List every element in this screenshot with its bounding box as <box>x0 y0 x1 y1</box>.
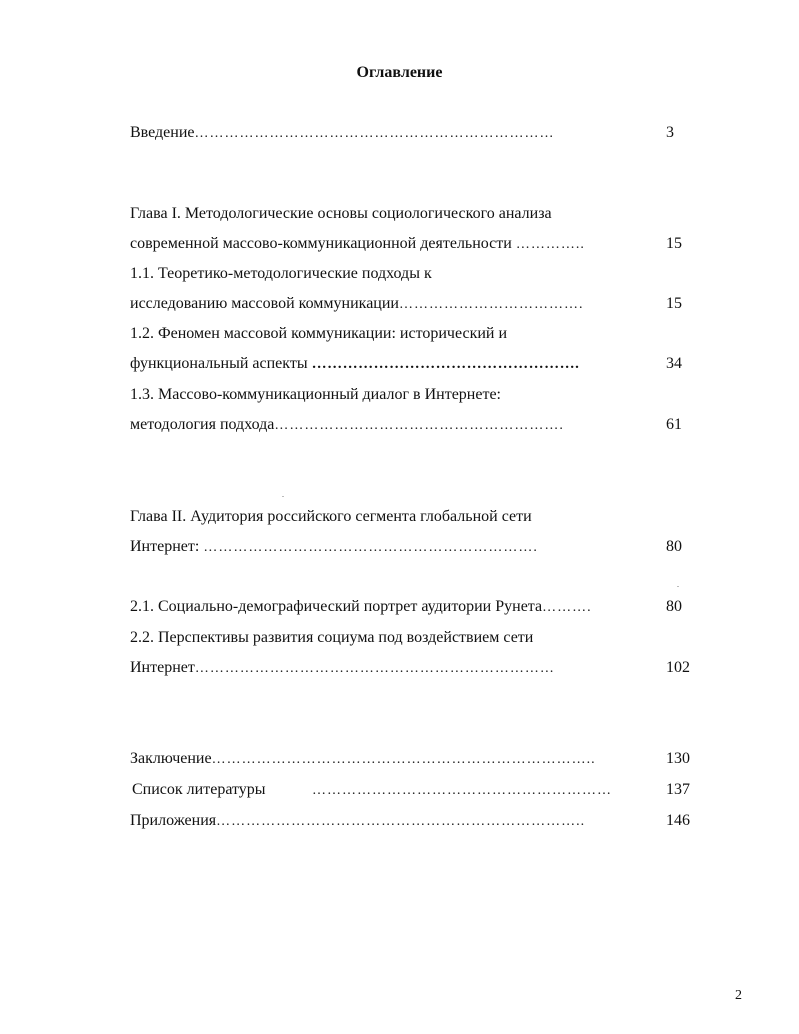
toc-entry-s12-line2 <box>130 354 579 374</box>
toc-entry-references: Список литературы <box>132 781 266 798</box>
toc-entry-text: Интернет: <box>130 538 200 555</box>
toc-entry-text: исследованию массовой коммуникации <box>130 295 399 312</box>
leader-dots: ……………………………………………………………… <box>194 126 555 141</box>
toc-entry-text: 2.1. Социально-демографический портрет аудитории Рунета <box>130 598 543 615</box>
toc-entry-text: Заключение <box>130 750 212 767</box>
toc-page-number: 80 <box>666 538 682 555</box>
leader-dots-references <box>312 780 612 801</box>
toc-entry-conclusion <box>130 749 596 770</box>
leader-dots: ………………………………………………………………….. <box>211 752 596 767</box>
leader-dots: ………….. <box>515 237 585 252</box>
leader-dots: ………. <box>542 600 592 615</box>
leader-dots: ………………………………. <box>398 297 584 312</box>
toc-page-number: 3 <box>666 124 674 141</box>
toc-entry-text: Интернет <box>130 659 195 676</box>
page-number: 2 <box>735 988 742 1003</box>
toc-page-number: 15 <box>666 295 682 312</box>
toc-entry-text: методология подхода <box>130 416 275 433</box>
toc-page-number: 15 <box>666 235 682 252</box>
toc-entry-text: функциональный аспекты <box>130 355 308 372</box>
toc-page-number: 80 <box>666 598 682 615</box>
leader-dots: ……………………………………………………………… <box>194 661 555 676</box>
leader-dots: …………………………………………………… <box>312 783 612 798</box>
toc-entry-text: Введение <box>130 124 195 141</box>
toc-page-number: 102 <box>666 659 690 676</box>
toc-entry-text: современной массово-коммуникационной деятельности <box>130 235 512 252</box>
toc-entry-s13-line1: 1.3. Массово-коммуникационный диалог в Интернете: <box>130 386 501 403</box>
toc-page-number: 61 <box>666 416 682 433</box>
toc-entry-s22-line1: 2.2. Перспективы развития социума под воздействием сети <box>130 629 534 646</box>
toc-entry-text: Приложения <box>130 812 217 829</box>
toc-entry-s11-line2 <box>130 294 583 315</box>
toc-page-number: 137 <box>666 781 690 798</box>
toc-entry-s21 <box>130 597 592 618</box>
toc-entry-ch1-line1: Глава I. Методологические основы социологического анализа <box>130 205 552 222</box>
toc-page-number: 146 <box>666 812 690 829</box>
toc-entry-s12-line1: 1.2. Феномен массовой коммуникации: исторический и <box>130 325 508 342</box>
toc-entry-s11-line1: 1.1. Теоретико-методологические подходы к <box>130 265 432 282</box>
toc-entry-s13-line2 <box>130 415 564 436</box>
toc-entry-appendix <box>130 811 585 832</box>
page-title: Оглавление <box>356 64 443 81</box>
toc-entry-ch2-line2 <box>130 537 538 558</box>
toc-page-number: 34 <box>666 355 682 372</box>
toc-entry-s22-line2 <box>130 658 555 679</box>
scan-speck <box>282 496 284 497</box>
leader-dots: ……………………………………………. <box>311 356 580 372</box>
toc-entry-ch2-line1: Глава II. Аудитория российского сегмента глобальной сети <box>130 508 532 525</box>
toc-page-number: 130 <box>666 750 690 767</box>
scan-speck <box>677 586 679 587</box>
leader-dots: ……………………………………………………………….. <box>216 814 586 829</box>
leader-dots: …………………………………………………. <box>274 418 564 433</box>
toc-entry-ch1-line2 <box>130 234 585 255</box>
toc-entry-intro <box>130 123 555 144</box>
leader-dots: …………………………………………………………. <box>203 540 538 555</box>
